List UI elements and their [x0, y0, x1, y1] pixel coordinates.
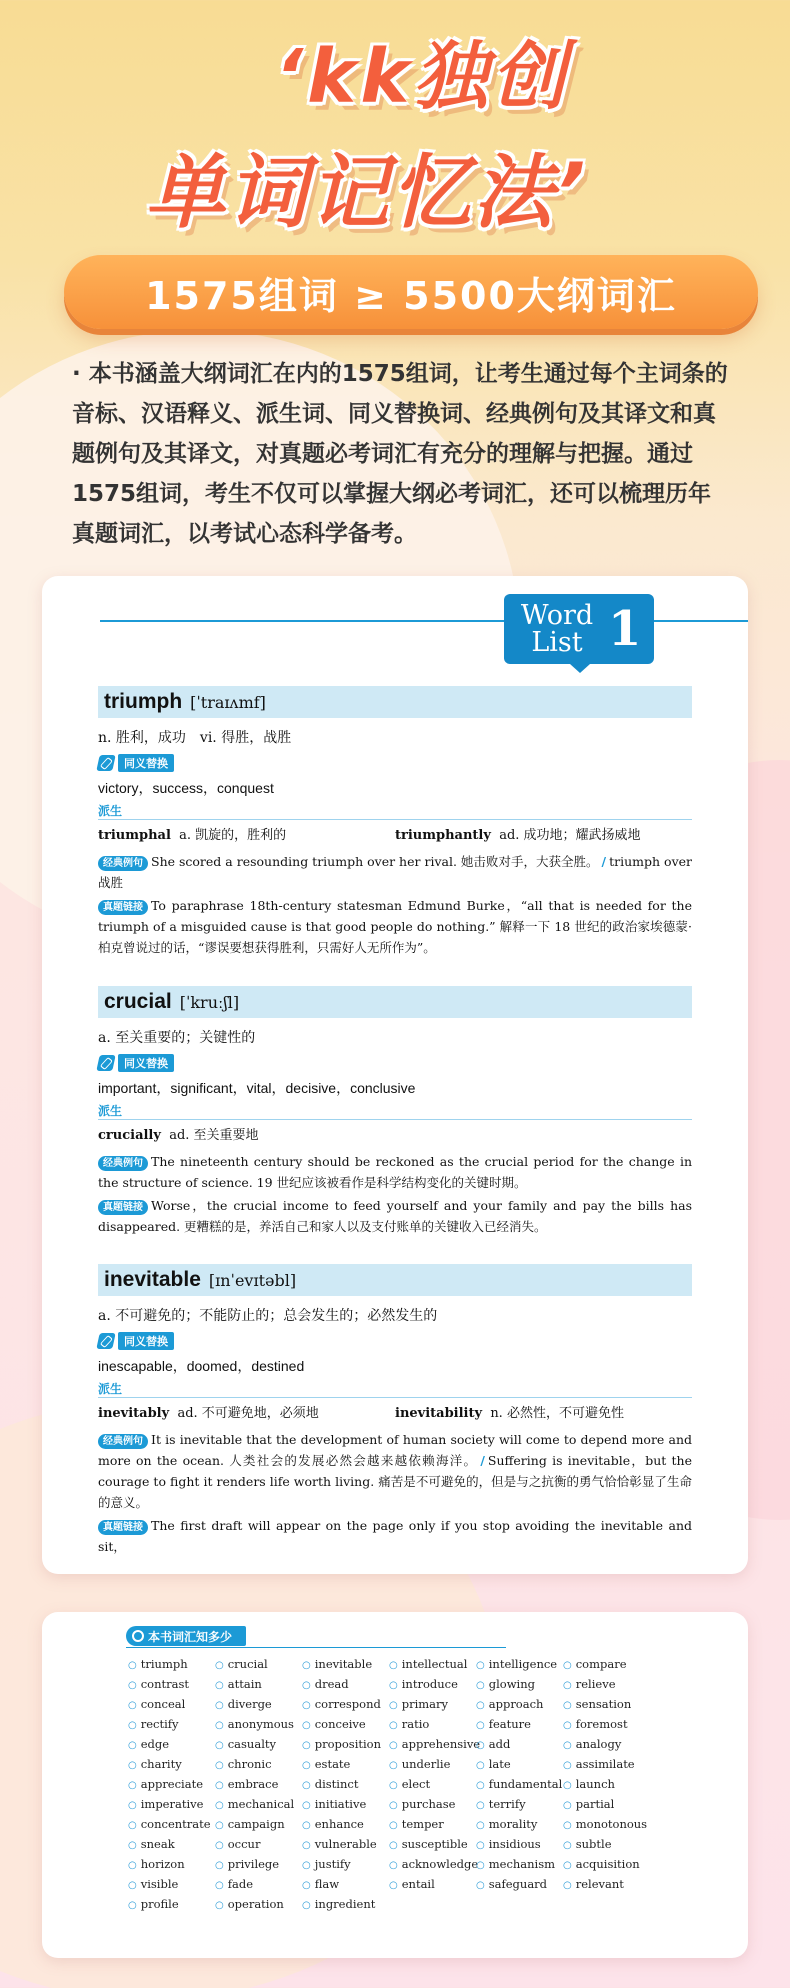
vocab-word: ○ inevitable — [302, 1654, 389, 1674]
example-text: triumph over 战胜 — [98, 854, 693, 890]
classic-label: 经典例句 — [98, 1434, 148, 1449]
vocab-word: ○ assimilate — [563, 1754, 650, 1774]
vocab-word: ○ entail — [389, 1874, 476, 1894]
vocab-word: ○ campaign — [215, 1814, 302, 1834]
vocab-word: ○ insidious — [476, 1834, 563, 1854]
deriv-word: inevitability — [395, 1406, 483, 1421]
pen-icon — [96, 755, 115, 771]
vocab-word: ○ analogy — [563, 1734, 650, 1754]
exam-example — [98, 1515, 692, 1557]
synonym-label: 同义替换 — [118, 1332, 174, 1350]
entry-head — [98, 986, 692, 1018]
vocab-word: ○ add — [476, 1734, 563, 1754]
vocab-word: ○ late — [476, 1754, 563, 1774]
derivative-label: 派生 — [98, 1102, 692, 1120]
vocab-word: ○ susceptible — [389, 1834, 476, 1854]
vocab-word: ○ launch — [563, 1774, 650, 1794]
vocab-word: ○ elect — [389, 1774, 476, 1794]
vocab-word: ○ intellectual — [389, 1654, 476, 1674]
example-text: To paraphrase 18th-century statesman Edmund Burke，“all that is needed for the triumph of a misguided cause is that good people do nothing.” 解释一下 18 世纪的政治家埃德蒙·柏克曾说过的话，“谬误要想获得胜利，只需好人无所作为”。 — [98, 898, 692, 955]
vocab-word: ○ charity — [128, 1754, 215, 1774]
vocab-word: ○ conceal — [128, 1694, 215, 1714]
exam-label: 真题链接 — [98, 1200, 148, 1215]
vocab-word: ○ chronic — [215, 1754, 302, 1774]
vocab-word: ○ glowing — [476, 1674, 563, 1694]
vocab-word: ○ terrify — [476, 1794, 563, 1814]
vocab-word: ○ fade — [215, 1874, 302, 1894]
vocab-word: ○ approach — [476, 1694, 563, 1714]
vocab-word: ○ foremost — [563, 1714, 650, 1734]
synonym-tag — [98, 1332, 692, 1350]
vocab-word: ○ profile — [128, 1894, 215, 1914]
pen-icon — [96, 1333, 115, 1349]
headword: triumph — [104, 690, 183, 713]
vocab-word: ○ anonymous — [215, 1714, 302, 1734]
classic-example: 经典例句 She scored a resounding triumph over her rival. 她击败对手，大获全胜。 / triumph over 战胜 — [98, 854, 693, 890]
entry-head — [98, 686, 692, 718]
divider — [652, 620, 748, 622]
vocab-column — [215, 1654, 302, 1914]
vocab-word: ○ initiative — [302, 1794, 389, 1814]
vocab-word: ○ imperative — [128, 1794, 215, 1814]
synonyms: important，significant，vital，decisive，conclusive — [98, 1080, 416, 1096]
word-entry — [98, 686, 692, 958]
vocab-word: ○ rectify — [128, 1714, 215, 1734]
vocab-word: ○ occur — [215, 1834, 302, 1854]
vocab-word: ○ purchase — [389, 1794, 476, 1814]
vocab-word: ○ compare — [563, 1654, 650, 1674]
deriv-def: a. 凯旋的，胜利的 — [179, 828, 287, 843]
vocab-word: ○ ingredient — [302, 1894, 389, 1914]
synonym-tag — [98, 754, 692, 772]
vocab-word: ○ proposition — [302, 1734, 389, 1754]
vocab-column — [563, 1654, 650, 1914]
vocab-word: ○ crucial — [215, 1654, 302, 1674]
vocab-column — [128, 1654, 215, 1914]
derivatives — [98, 824, 692, 843]
vocab-word: ○ ratio — [389, 1714, 476, 1734]
synonyms: inescapable，doomed，destined — [98, 1358, 305, 1374]
deriv-word: inevitably — [98, 1406, 170, 1421]
example-text: Worse，the crucial income to feed yourself and your family and pay the bills has disappeared. 更糟糕的是，养活自己和家人以及支付账单的关键收入已经消失。 — [98, 1198, 692, 1234]
vocab-word: ○ estate — [302, 1754, 389, 1774]
phonetic: [ɪnˈevɪtəbl] — [208, 1270, 297, 1290]
deriv-word: triumphantly — [395, 828, 491, 843]
vocab-word: ○ correspond — [302, 1694, 389, 1714]
vocab-word: ○ attain — [215, 1674, 302, 1694]
vocab-word: ○ subtle — [563, 1834, 650, 1854]
vocab-word: ○ mechanism — [476, 1854, 563, 1874]
vocab-word: ○ appreciate — [128, 1774, 215, 1794]
exam-label: 真题链接 — [98, 1520, 148, 1535]
vocab-word: ○ morality — [476, 1814, 563, 1834]
badge-pointer — [570, 664, 590, 673]
example-text: The nineteenth century should be reckoned as the crucial period for the change in the structure of science. 19 世纪应该被看作是科学结构变化的关键时期。 — [98, 1154, 692, 1190]
derivatives — [98, 1402, 692, 1421]
word-list-number: 1 — [608, 601, 642, 657]
vocab-card — [42, 1612, 748, 1958]
headword: inevitable — [104, 1268, 201, 1291]
synonyms: victory，success，conquest — [98, 780, 274, 796]
vocab-word: ○ edge — [128, 1734, 215, 1754]
example-text: Suffering is inevitable，but the courage to fight it renders life worth living. 痛苦是不可避免的，但是与之抗衡的勇气恰恰彰显了生命的意义。 — [98, 1453, 692, 1510]
vocab-column — [476, 1654, 563, 1914]
exam-example — [98, 1195, 692, 1237]
deriv-def: ad. 成功地；耀武扬威地 — [499, 828, 641, 843]
vocab-word: ○ privilege — [215, 1854, 302, 1874]
vocab-word: ○ temper — [389, 1814, 476, 1834]
vocab-word: ○ sensation — [563, 1694, 650, 1714]
vocab-word: ○ conceive — [302, 1714, 389, 1734]
vocab-word: ○ distinct — [302, 1774, 389, 1794]
definition: a. 至关重要的；关键性的 — [98, 1030, 256, 1046]
example-text: She scored a resounding triumph over her rival. 她击败对手，大获全胜。 — [151, 854, 599, 869]
page-title — [0, 10, 790, 240]
definition: a. 不可避免的；不能防止的；总会发生的；必然发生的 — [98, 1308, 438, 1324]
vocab-word: ○ monotonous — [563, 1814, 650, 1834]
title-line-2: 单词记忆法’ — [145, 146, 588, 239]
word-entry — [98, 1264, 692, 1557]
word-entry — [98, 986, 692, 1237]
phonetic: [ˈtraɪʌmf] — [190, 692, 266, 712]
vocab-word: ○ operation — [215, 1894, 302, 1914]
vocab-column — [302, 1654, 389, 1914]
vocab-word: ○ triumph — [128, 1654, 215, 1674]
deriv-word: triumphal — [98, 828, 171, 843]
classic-label: 经典例句 — [98, 1156, 148, 1171]
vocab-word: ○ partial — [563, 1794, 650, 1814]
vocab-title-text: 本书词汇知多少 — [148, 1629, 233, 1644]
vocab-word: ○ diverge — [215, 1694, 302, 1714]
vocab-word: ○ mechanical — [215, 1794, 302, 1814]
vocab-word: ○ flaw — [302, 1874, 389, 1894]
deriv-word: crucially — [98, 1128, 161, 1143]
word-list-badge — [504, 594, 654, 664]
vocab-word: ○ sneak — [128, 1834, 215, 1854]
vocab-word: ○ justify — [302, 1854, 389, 1874]
classic-label: 经典例句 — [98, 856, 148, 871]
example-text: It is inevitable that the development of human society will come to depend more and more on the ocean. 人类社会的发展必然会越来越依赖海洋。 — [98, 1432, 692, 1468]
definition: n. 胜利，成功 vi. 得胜，战胜 — [98, 730, 292, 746]
vocab-word: ○ horizon — [128, 1854, 215, 1874]
vocab-word: ○ primary — [389, 1694, 476, 1714]
vocab-word: ○ intelligence — [476, 1654, 563, 1674]
deriv-def: ad. 至关重要地 — [169, 1128, 259, 1143]
synonym-tag — [98, 1054, 692, 1072]
vocab-word: ○ dread — [302, 1674, 389, 1694]
circle-icon — [132, 1630, 144, 1642]
intro-paragraph: · 本书涵盖大纲词汇在内的1575组词，让考生通过每个主词条的音标、汉语释义、派生词、同义替换词、经典例句及其译文和真题例句及其译文，对真题必考词汇有充分的理解与把握。通过1575组词，考生不仅可以掌握大纲必考词汇，还可以梳理历年真题词汇，以考试心态科学备考。 — [72, 361, 728, 547]
classic-example: 经典例句 It is inevitable that the development of human society will come to depend more and more on the ocean. 人类社会的发展必然会越来越依赖海洋。 / Suffering is inevitable，but the courage to fight it renders life worth living. 痛苦是不可避免的，但是与之抗衡的勇气恰恰彰显了生命的意义。 — [98, 1432, 692, 1510]
vocab-word: ○ feature — [476, 1714, 563, 1734]
vocab-word: ○ safeguard — [476, 1874, 563, 1894]
divider — [126, 1647, 506, 1648]
vocab-word: ○ contrast — [128, 1674, 215, 1694]
phonetic: [ˈkruːʃl] — [179, 992, 240, 1012]
classic-example — [98, 1151, 692, 1193]
derivative-label: 派生 — [98, 1380, 692, 1398]
sample-page-card — [42, 576, 748, 1574]
derivatives — [98, 1124, 692, 1143]
banner-text: 1575组词 ≥ 5500大纲词汇 — [145, 273, 677, 318]
vocab-word: ○ vulnerable — [302, 1834, 389, 1854]
example-text: The first draft will appear on the page only if you stop avoiding the inevitable and sit， — [98, 1518, 692, 1554]
title-line-1: ‘kk独创 — [275, 34, 570, 120]
pen-icon — [96, 1055, 115, 1071]
deriv-def: ad. 不可避免地，必须地 — [177, 1406, 319, 1421]
vocab-word: ○ apprehensive — [389, 1734, 476, 1754]
synonym-label: 同义替换 — [118, 1054, 174, 1072]
vocab-word: ○ enhance — [302, 1814, 389, 1834]
deriv-def: n. 必然性，不可避免性 — [490, 1406, 624, 1421]
vocab-word: ○ concentrate — [128, 1814, 215, 1834]
vocab-word: ○ relieve — [563, 1674, 650, 1694]
vocab-word: ○ acquisition — [563, 1854, 650, 1874]
vocab-column — [389, 1654, 481, 1914]
exam-label: 真题链接 — [98, 900, 148, 915]
vocab-grid — [128, 1654, 688, 1914]
vocab-word: ○ casualty — [215, 1734, 302, 1754]
vocab-word: ○ introduce — [389, 1674, 476, 1694]
vocab-word: ○ relevant — [563, 1874, 650, 1894]
vocab-word: ○ underlie — [389, 1754, 476, 1774]
derivative-label: 派生 — [98, 802, 692, 820]
vocab-word: ○ visible — [128, 1874, 215, 1894]
vocab-word: ○ embrace — [215, 1774, 302, 1794]
vocab-word: ○ acknowledge — [389, 1854, 476, 1874]
synonym-label: 同义替换 — [118, 754, 174, 772]
headword: crucial — [104, 990, 172, 1013]
word-list-label: Word List — [520, 600, 594, 658]
vocab-word: ○ fundamental — [476, 1774, 563, 1794]
entry-head — [98, 1264, 692, 1296]
headline-banner — [64, 255, 758, 329]
exam-example — [98, 895, 692, 958]
vocab-title — [126, 1626, 246, 1646]
